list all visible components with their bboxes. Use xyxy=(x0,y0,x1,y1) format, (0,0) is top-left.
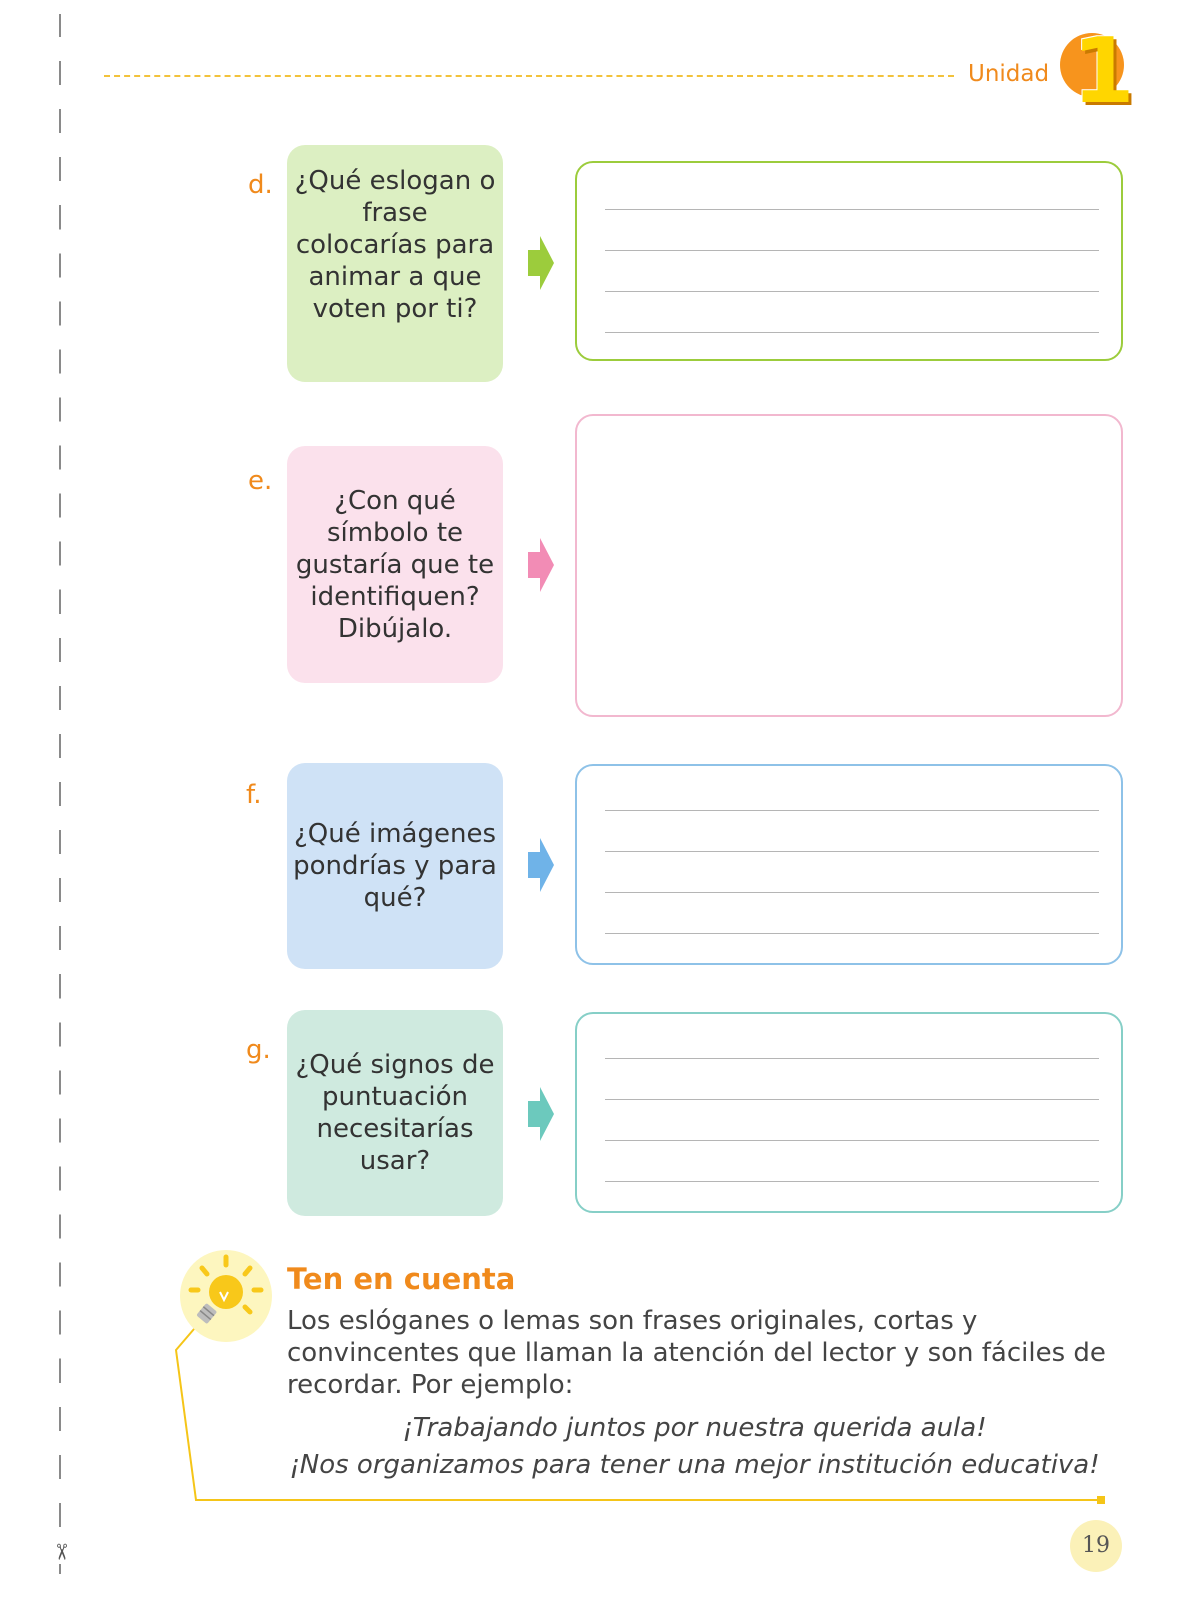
tip-title: Ten en cuenta xyxy=(287,1262,516,1296)
question-e xyxy=(287,446,503,683)
arrow-right-icon xyxy=(528,838,554,892)
writing-line xyxy=(605,1140,1099,1141)
arrow-right-icon xyxy=(528,538,554,592)
cut-line xyxy=(59,14,61,1574)
page-number: 19 xyxy=(1070,1520,1122,1572)
writing-line xyxy=(605,1058,1099,1059)
unit-number: 1 xyxy=(1072,19,1135,124)
answer-box-g[interactable] xyxy=(575,1012,1123,1213)
writing-line xyxy=(605,209,1099,210)
row-letter-f: f. xyxy=(246,780,262,810)
lightbulb-icon xyxy=(178,1248,274,1344)
writing-line xyxy=(605,332,1099,333)
answer-box-f[interactable] xyxy=(575,764,1123,965)
tip-example-2: ¡Nos organizamos para tener una mejor institución educativa! xyxy=(289,1450,1100,1480)
question-g xyxy=(287,1010,503,1216)
question-g-text: ¿Qué signos de puntuación necesitarías usar? xyxy=(295,1050,495,1176)
header-rule xyxy=(104,75,954,77)
writing-line xyxy=(605,892,1099,893)
tip-example-1: ¡Trabajando juntos por nuestra querida aula! xyxy=(402,1413,987,1443)
question-e-text: ¿Con qué símbolo te gustaría que te identifiquen? Dibújalo. xyxy=(295,485,495,644)
scissors-icon: ✂ xyxy=(45,1540,75,1564)
writing-line xyxy=(605,851,1099,852)
unit-label: Unidad xyxy=(968,61,1050,87)
row-letter-e: e. xyxy=(248,466,273,496)
writing-line xyxy=(605,933,1099,934)
writing-line xyxy=(605,810,1099,811)
writing-line xyxy=(605,291,1099,292)
question-d xyxy=(287,145,503,382)
writing-line xyxy=(605,250,1099,251)
writing-line xyxy=(605,1099,1099,1100)
writing-line xyxy=(605,1181,1099,1182)
arrow-right-icon xyxy=(528,1087,554,1141)
row-letter-d: d. xyxy=(248,170,273,200)
answer-box-e[interactable] xyxy=(575,414,1123,717)
question-f xyxy=(287,763,503,969)
row-letter-g: g. xyxy=(246,1035,271,1065)
arrow-right-icon xyxy=(528,236,554,290)
question-d-text: ¿Qué eslogan o frase colocarías para animar a que voten por ti? xyxy=(294,166,496,324)
question-f-text: ¿Qué imágenes pondrías y para qué? xyxy=(293,819,497,913)
answer-box-d[interactable] xyxy=(575,161,1123,361)
tip-body: Los eslóganes o lemas son frases originales, cortas y convincentes que llaman la atención del lector y son fáciles de recordar. Por ejemplo: xyxy=(287,1306,1106,1400)
